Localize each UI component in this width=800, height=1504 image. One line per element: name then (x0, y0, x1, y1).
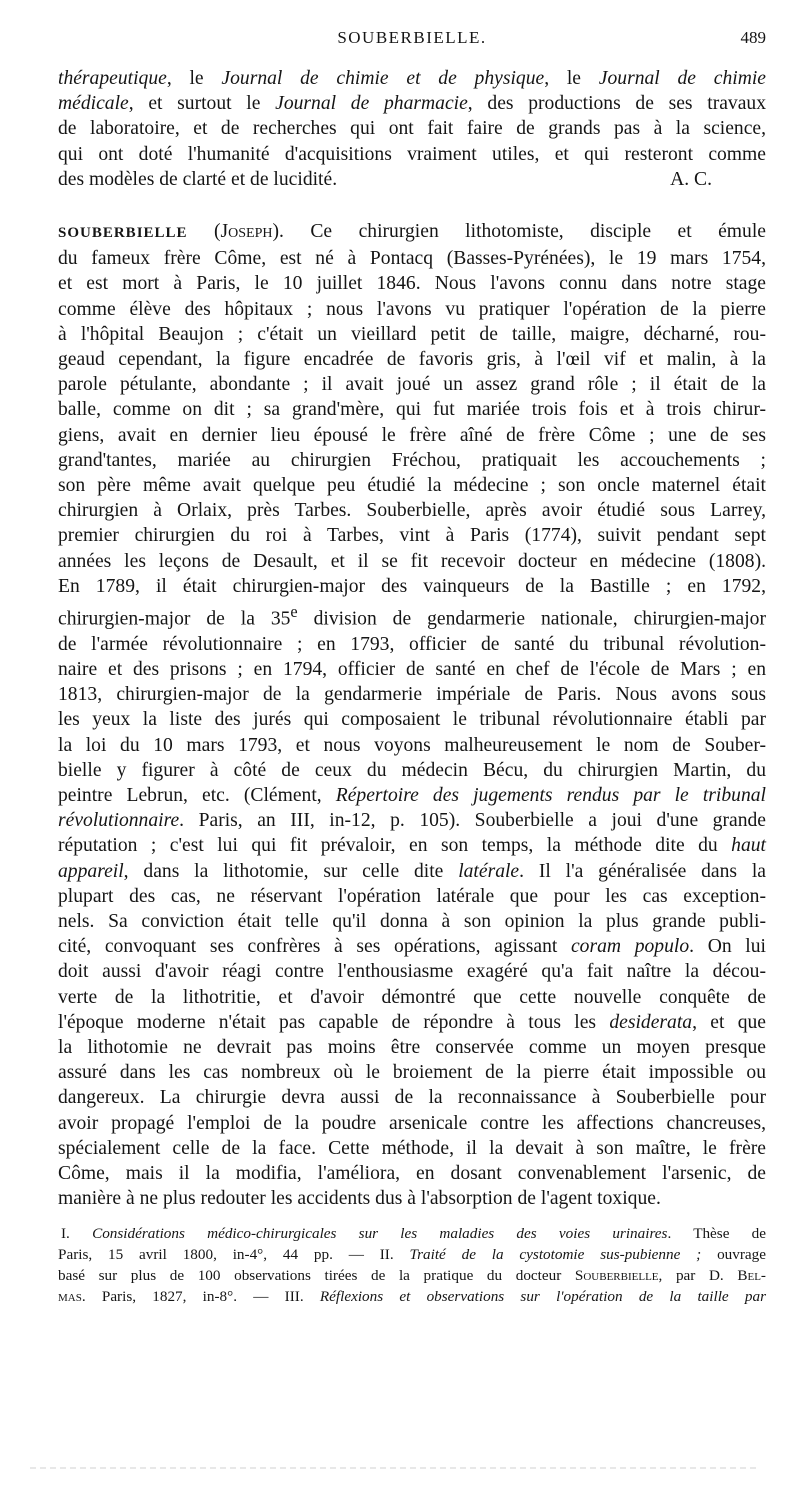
text-line: 1813, chirurgien-major de la gendarmerie impériale de Paris. Nous avons sous (58, 684, 766, 706)
text-line: de laboratoire, et de recherches qui ont fait faire de grands pas à la science, (58, 118, 766, 140)
footnote-line: I. Considérations médico-chirurgicales sur les maladies des voies urinaires. Thèse de (61, 1225, 767, 1243)
main-text (58, 66, 766, 1211)
text-line: révolutionnaire. Paris, an III, in-12, p. 105). Souberbielle a joui d'une grande (58, 810, 766, 832)
page-header (58, 0, 766, 47)
text-line: qui ont doté l'humanité d'acquisitions vraiment utiles, et qui resteront comme (58, 143, 766, 165)
text-line: à l'hôpital Beaujon ; c'était un vieillard petit de taille, maigre, décharné, rou- (58, 323, 766, 345)
text-line: l'époque moderne n'était pas capable de répondre à tous les desiderata, et que (58, 1011, 766, 1033)
text-line: cité, convoquant ses confrères à ses opérations, agissant coram populo. On lui (58, 936, 766, 958)
text-line: de l'armée révolutionnaire ; en 1793, officier de santé du tribunal révolution- (58, 633, 766, 655)
text-line: Côme, mais il la modifia, l'améliora, en dosant convenablement l'arsenic, de (58, 1163, 766, 1185)
text-line: et est mort à Paris, le 10 juillet 1846. Nous l'avons connu dans notre stage (58, 273, 766, 295)
footnotes (58, 1223, 766, 1307)
text-line: la loi du 10 mars 1793, et nous voyons malheureusement le nom de Souber- (58, 734, 766, 756)
document-page (58, 0, 766, 1307)
text-line: SOUBERBIELLE (Joseph). Ce chirurgien lithotomiste, disciple et émule (58, 221, 766, 243)
text-line: nels. Sa conviction était telle qu'il donna à son opinion la plus grande publi- (58, 911, 766, 933)
page-number: 489 (740, 28, 766, 47)
text-line: chirurgien à Orlaix, près Tarbes. Souberbielle, après avoir étudié sous Larrey, (58, 500, 766, 522)
text-line: années les leçons de Desault, et il se fit recevoir docteur en médecine (1808). (58, 550, 766, 572)
text-line: doit aussi d'avoir réagi contre l'enthousiasme exagéré qu'a fait naître la décou- (58, 961, 766, 983)
text-line: son père même avait quelque peu étudié la médecine ; son oncle maternel était (58, 475, 766, 497)
text-line: giens, avait en dernier lieu épousé le frère aîné de frère Côme ; une de ses (58, 424, 766, 446)
text-line: peintre Lebrun, etc. (Clément, Répertoire des jugements rendus par le tribunal (58, 785, 766, 807)
text-line: naire et des prisons ; en 1794, officier de santé en chef de l'école de Mars ; en (58, 659, 766, 680)
running-title: SOUBERBIELLE. (337, 28, 487, 47)
text-line: balle, comme on dit ; sa grand'mère, qui fut mariée trois fois et à trois chirur- (58, 399, 766, 421)
text-line: grand'tantes, mariée au chirurgien Fréchou, pratiquait les accouchements ; (58, 449, 766, 471)
footnote-line: Paris, 15 avril 1800, in-4°, 44 pp. — II. Traité de la cystotomie sus-pubienne ; ouvrage (58, 1246, 766, 1264)
text-line: assuré dans les cas nombreux où le broiement de la pierre était impossible ou (58, 1062, 766, 1084)
footnote-line: basé sur plus de 100 observations tirées de la pratique du docteur Souberbielle, par D. Bel- (58, 1267, 766, 1285)
text-line: les yeux la liste des jurés qui composaient le tribunal révolutionnaire établi par (58, 709, 766, 731)
closing-text: des modèles de clarté et de lucidité. (58, 168, 338, 190)
author-initials: A. C. (670, 168, 712, 190)
paragraph-closing-line (58, 167, 766, 192)
text-line: bielle y figurer à côté de ceux du médecin Bécu, du chirurgien Martin, du (58, 759, 766, 781)
text-line: réputation ; c'est lui qui fit prévaloir, en son temps, la méthode dite du haut (58, 835, 766, 857)
text-line: spécialement celle de la face. Cette méthode, il la devait à son maître, le frère (58, 1137, 766, 1159)
bleed-through-line (30, 1467, 760, 1469)
text-line: En 1789, il était chirurgien-major des vainqueurs de la Bastille ; en 1792, (58, 575, 766, 597)
text-line: avoir propagé l'emploi de la poudre arsenicale contre les affections chancreuses, (58, 1112, 766, 1134)
text-line: comme élève des hôpitaux ; nous l'avons vu pratiquer l'opération de la pierre (58, 298, 766, 320)
text-line: dangereux. La chirurgie devra aussi de la reconnaissance à Souberbielle pour (58, 1087, 766, 1109)
text-line: verte de la lithotritie, et d'avoir démontré que cette nouvelle conquête de (58, 986, 766, 1008)
footnote-line: mas. Paris, 1827, in-8°. — III. Réflexions et observations sur l'opération de la taille par (58, 1288, 766, 1306)
text-line: plupart des cas, ne réservant l'opération latérale que pour les cas exception- (58, 885, 766, 907)
text-line: geaud cependant, la figure encadrée de favoris gris, à l'œil vif et malin, à la (58, 349, 766, 371)
entry-souberbielle (58, 219, 766, 1211)
text-line: thérapeutique, le Journal de chimie et de physique, le Journal de chimie (58, 68, 766, 89)
text-line: manière à ne plus redouter les accidents dus à l'absorption de l'agent toxique. (58, 1188, 661, 1210)
text-line: la lithotomie ne devrait pas moins être conservée comme un moyen presque (58, 1037, 766, 1059)
text-line: premier chirurgien du roi à Tarbes, vint à Paris (1774), suivit pendant sept (58, 525, 766, 547)
text-line: parole pétulante, abondante ; il avait joué un assez grand rôle ; il était de la (58, 374, 766, 396)
text-line: du fameux frère Côme, est né à Pontacq (Basses-Pyrénées), le 19 mars 1754, (58, 248, 766, 270)
text-line: appareil, dans la lithotomie, sur celle dite latérale. Il l'a généralisée dans la (58, 860, 766, 882)
paragraph-continuation (58, 66, 766, 167)
text-line: chirurgien-major de la 35e division de gendarmerie nationale, chirurgien-major (58, 602, 766, 630)
text-line: médicale, et surtout le Journal de pharmacie, des productions de ses travaux (58, 93, 767, 115)
